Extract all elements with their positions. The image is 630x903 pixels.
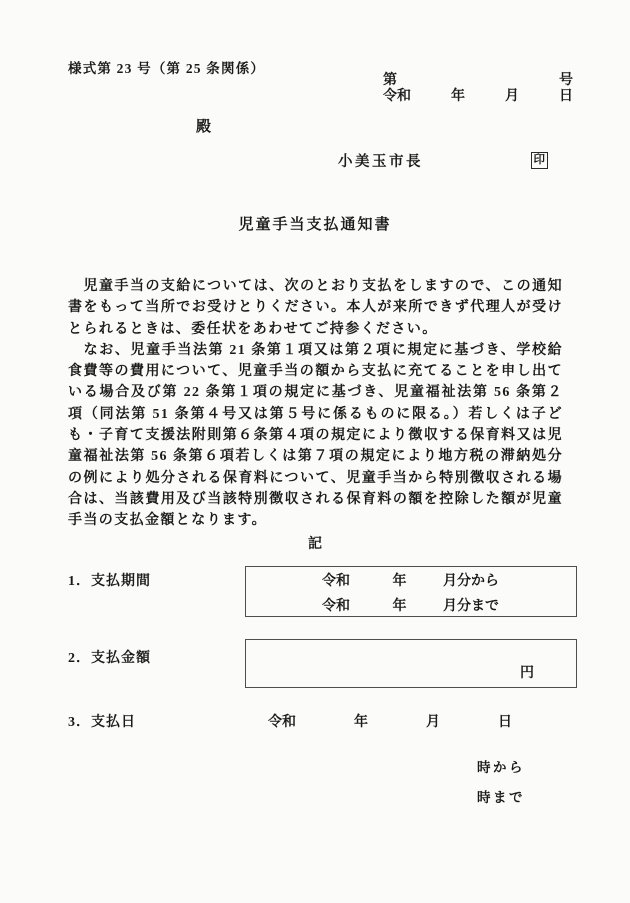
doc-number-line	[383, 73, 573, 89]
payment-period-from-line	[246, 570, 576, 593]
sender-name: 小美玉市長	[338, 154, 423, 170]
issue-date-line	[383, 89, 573, 105]
issue-date-era: 令和	[383, 89, 411, 104]
period-to-month-label: 月分まで	[443, 599, 499, 614]
payment-amount-label: 2．支払金額	[68, 651, 151, 666]
doc-number-prefix: 第	[383, 73, 397, 88]
doc-number-suffix: 号	[559, 73, 573, 88]
payment-date-era: 令和	[268, 715, 296, 730]
period-to-era: 令和	[322, 599, 350, 614]
payment-hours-to: 時まで	[477, 790, 525, 805]
payment-date-day-label: 日	[498, 715, 512, 730]
payment-date-fields	[268, 711, 512, 731]
payment-amount-unit: 円	[520, 666, 534, 681]
period-from-month-label: 月分から	[443, 574, 499, 589]
period-from-era: 令和	[322, 574, 350, 589]
payment-period-label: 1．支払期間	[68, 574, 151, 589]
payment-date-year-label: 年	[354, 715, 368, 730]
payment-date-label: 3．支払日	[68, 715, 136, 730]
period-to-year-label: 年	[392, 599, 407, 614]
body-paragraph-2: なお、児童手当法第 21 条第１項又は第２項に規定に基づき、学校給食費等の費用について、児童手当の額から支払に充てることを申し出ている場合及び第 22 条第１項の規定に基づき、児童福祉法第 56 条第２項（同法第 51 条第４号又は第５号に係るものに限る。）若しくは子ども・子育て支援法附則第６条第４項の規定により徴収する保育料又は児童福祉法第 56 条第６項若しくは第７項の規定により地方税の滞納処分の例により処分される保育料について、児童手当から特別徴収される場合は、当該費用及び当該特別徴収される保育料の額を控除した額が児童手当の支払金額となります。	[68, 342, 563, 529]
record-marker: 記	[308, 537, 322, 552]
payment-hours-from: 時から	[477, 760, 525, 775]
payment-date-month-label: 月	[426, 715, 440, 730]
sender-line	[338, 150, 548, 171]
issue-date-month-label: 月	[505, 89, 519, 104]
payment-period-to-line	[246, 595, 576, 618]
page-title: 児童手当支払通知書	[238, 217, 392, 233]
issue-date-day-label: 日	[559, 89, 573, 104]
addressee-honorific: 殿	[196, 119, 212, 135]
issue-date-year-label: 年	[451, 89, 465, 104]
body-paragraph-1: 児童手当の支給については、次のとおり支払をしますので、この通知書をもって当所でお受けとりください。本人が来所できず代理人が受けとられるときは、委任状をあわせてご持参ください。	[68, 279, 563, 337]
payment-period-box	[245, 566, 577, 617]
form-reference-number: 様式第 23 号（第 25 条関係）	[68, 61, 266, 76]
body-text	[68, 276, 563, 532]
payment-amount-box	[245, 639, 577, 688]
period-from-year-label: 年	[392, 574, 407, 589]
seal-mark: 印	[531, 152, 549, 170]
doc-number-date-block	[383, 73, 573, 105]
